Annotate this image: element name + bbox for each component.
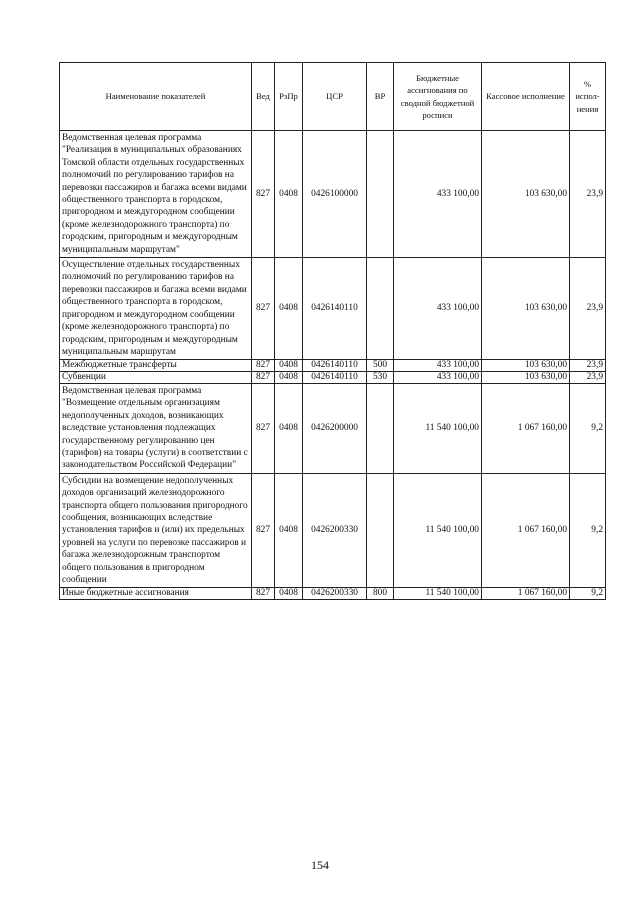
row-percent: 9,2: [570, 383, 606, 473]
table-row: [60, 131, 606, 258]
header-ved: Вед: [252, 63, 275, 131]
row-vr: 530: [367, 372, 394, 384]
row-name: Субсидии на возмещение недополученных доходов организаций железнодорожного транспорта общего пользования пригородного сообщения, возникающих вследствие установления тарифов и (или) их предельных уровней на услуги по перевозке пассажиров и багажа железнодорожным транспортом общего пользования в пригородном сообщении: [60, 473, 252, 588]
table-row: [60, 372, 606, 384]
row-name: Ведомственная целевая программа "Реализация в муниципальных образованиях Томской области отдельных государственных полномочий по регулированию тарифов на перевозки пассажиров и багажа всеми видами общественного транспорта в городском, пригородном и междугородном сообщении (кроме железнодорожного транспорта) по городским, пригородным и междугородным муниципальным маршрутам": [60, 131, 252, 258]
header-rzpr: РзПр: [275, 63, 303, 131]
table-row: [60, 588, 606, 600]
header-csr: ЦСР: [303, 63, 367, 131]
row-csr: 0426140110: [303, 258, 367, 360]
row-csr: 0426200330: [303, 588, 367, 600]
row-budget: 433 100,00: [394, 360, 482, 372]
row-csr: 0426200330: [303, 473, 367, 588]
row-budget: 433 100,00: [394, 372, 482, 384]
row-budget: 11 540 100,00: [394, 588, 482, 600]
row-csr: 0426140110: [303, 372, 367, 384]
row-ved: 827: [252, 258, 275, 360]
row-budget: 11 540 100,00: [394, 473, 482, 588]
row-name: Иные бюджетные ассигнования: [60, 588, 252, 600]
row-cash: 103 630,00: [482, 131, 570, 258]
row-percent: 23,9: [570, 258, 606, 360]
header-name: Наименование показателей: [60, 63, 252, 131]
row-percent: 23,9: [570, 372, 606, 384]
table-row: [60, 258, 606, 360]
row-ved: 827: [252, 372, 275, 384]
row-rzpr: 0408: [275, 473, 303, 588]
row-vr: [367, 383, 394, 473]
table-row: [60, 473, 606, 588]
row-ved: 827: [252, 588, 275, 600]
row-name: Осуществление отдельных государственных полномочий по регулированию тарифов на перевозки пассажиров и багажа всеми видами общественного транспорта в городском, пригородном и междугородном сообщении (кроме железнодорожного транспорта) по городским, пригородным и междугородным муниципальным маршрутам: [60, 258, 252, 360]
row-csr: 0426100000: [303, 131, 367, 258]
row-budget: 433 100,00: [394, 258, 482, 360]
row-vr: 800: [367, 588, 394, 600]
row-rzpr: 0408: [275, 383, 303, 473]
table-row: [60, 383, 606, 473]
row-budget: 11 540 100,00: [394, 383, 482, 473]
row-name: Межбюджетные трансферты: [60, 360, 252, 372]
page-number: 154: [311, 858, 329, 872]
table-header-row: [60, 63, 606, 131]
row-percent: 9,2: [570, 588, 606, 600]
row-rzpr: 0408: [275, 360, 303, 372]
header-vr: ВР: [367, 63, 394, 131]
row-ved: 827: [252, 473, 275, 588]
budget-execution-table: [59, 62, 606, 600]
header-percent: % испол-нения: [570, 63, 606, 131]
row-cash: 103 630,00: [482, 372, 570, 384]
row-budget: 433 100,00: [394, 131, 482, 258]
row-rzpr: 0408: [275, 588, 303, 600]
row-vr: 500: [367, 360, 394, 372]
row-vr: [367, 258, 394, 360]
row-cash: 1 067 160,00: [482, 473, 570, 588]
row-cash: 103 630,00: [482, 360, 570, 372]
row-cash: 1 067 160,00: [482, 383, 570, 473]
row-cash: 103 630,00: [482, 258, 570, 360]
row-cash: 1 067 160,00: [482, 588, 570, 600]
header-cash: Кассовое исполнение: [482, 63, 570, 131]
row-ved: 827: [252, 383, 275, 473]
row-vr: [367, 473, 394, 588]
row-csr: 0426140110: [303, 360, 367, 372]
row-percent: 9,2: [570, 473, 606, 588]
header-budget: Бюджетные ассигнования по сводной бюджетной росписи: [394, 63, 482, 131]
row-ved: 827: [252, 131, 275, 258]
row-vr: [367, 131, 394, 258]
row-csr: 0426200000: [303, 383, 367, 473]
row-rzpr: 0408: [275, 131, 303, 258]
row-rzpr: 0408: [275, 372, 303, 384]
row-ved: 827: [252, 360, 275, 372]
row-percent: 23,9: [570, 360, 606, 372]
row-percent: 23,9: [570, 131, 606, 258]
row-rzpr: 0408: [275, 258, 303, 360]
row-name: Субвенции: [60, 372, 252, 384]
row-name: Ведомственная целевая программа "Возмещение отдельным организациям недополученных доходов, возникающих вследствие установления подлежащих государственному регулированию цен (тарифов) на товары (услуги) в соответствии с законодательством Российской Федерации": [60, 383, 252, 473]
table-row: [60, 360, 606, 372]
